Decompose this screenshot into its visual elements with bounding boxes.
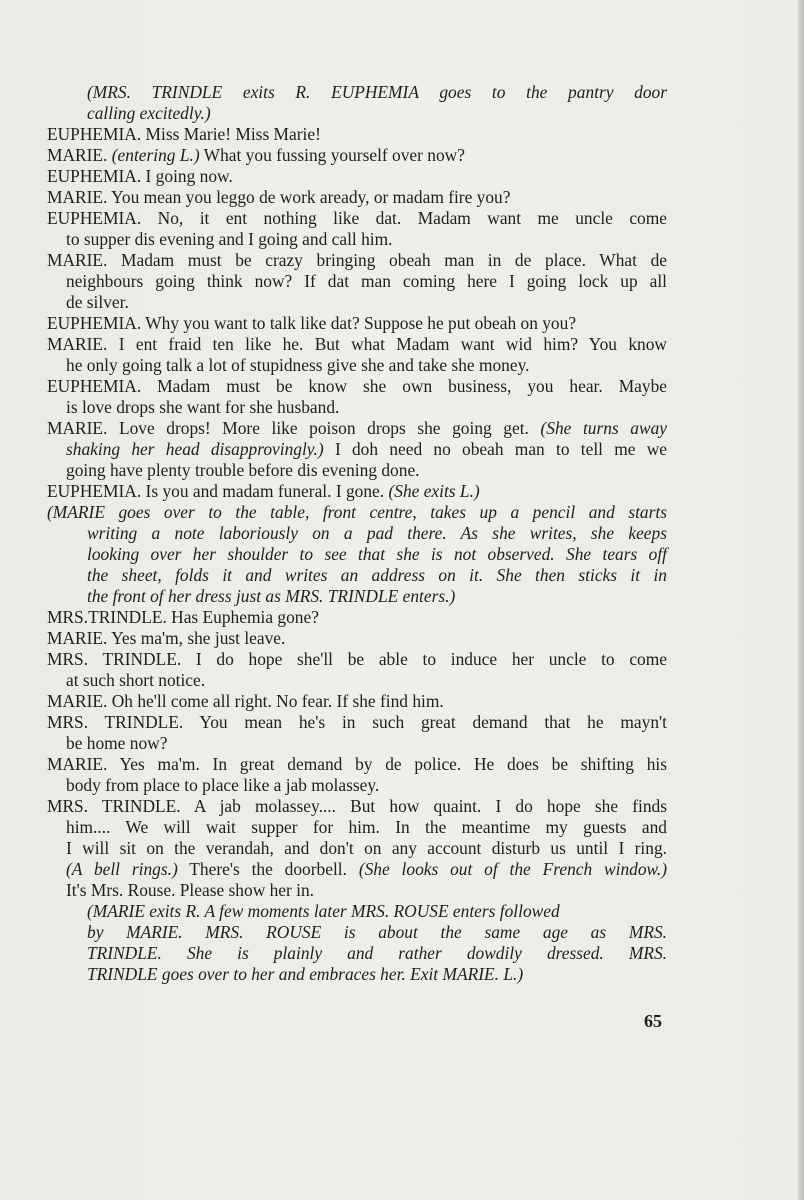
page-number: 65 [644,1011,662,1031]
dialogue-block [47,607,667,628]
text-line [47,166,667,187]
stage-direction: (A bell rings.) [66,859,178,879]
text-line [47,82,667,103]
stage-direction: (She exits L.) [388,481,480,501]
stage-direction: calling excitedly.) [87,103,211,123]
page-edge [798,0,804,1200]
text-line [47,439,667,460]
dialogue-block [47,691,667,712]
speech: to supper dis evening and I going and call him. [66,229,393,249]
speech: at such short notice. [66,670,206,690]
speech: MARIE. Oh he'll come all right. No fear. If she find him. [47,691,444,711]
text-line [47,544,667,565]
text-line [47,754,667,775]
dialogue-block [47,754,667,796]
dialogue-block [47,481,667,502]
text-line [47,250,667,271]
speech: EUPHEMIA. No, it ent nothing like dat. Madam want me uncle come [47,208,667,228]
text-line [47,775,667,796]
text-line [47,208,667,229]
text-line [47,817,667,838]
speech: going have plenty trouble before dis evening done. [66,460,420,480]
dialogue-block [47,334,667,376]
speech: MARIE. Madam must be crazy bringing obeah man in de place. What de [47,250,667,270]
speech: EUPHEMIA. I going now. [47,166,233,186]
text-line [47,796,667,817]
stage-direction: (She looks out of the French window.) [358,859,667,879]
text-line [47,187,667,208]
dialogue-block [47,502,667,607]
dialogue-block [47,712,667,754]
speech: There's the doorbell. [177,859,359,879]
stage-direction: by MARIE. MRS. ROUSE is about the same age as MRS. [87,922,667,942]
speech: neighbours going think now? If dat man coming here I going lock up all [66,271,667,291]
speech: is love drops she want for she husband. [66,397,340,417]
text-line [47,586,667,607]
stage-direction: TRINDLE. She is plainly and rather dowdily dressed. MRS. [87,943,667,963]
stage-direction: (MRS. TRINDLE exits R. EUPHEMIA goes to the pantry door [87,82,667,102]
dialogue-block [47,124,667,145]
text-line [47,628,667,649]
speech: EUPHEMIA. Miss Marie! Miss Marie! [47,124,321,144]
speech: he only going talk a lot of stupidness give she and take she money. [66,355,530,375]
text-line [47,607,667,628]
text-line [47,481,667,502]
stage-direction: looking over her shoulder to see that she is not observed. She tears off [87,544,667,564]
dialogue-block [47,796,667,901]
text-line [47,838,667,859]
text-line [47,292,667,313]
speech: MRS.TRINDLE. Has Euphemia gone? [47,607,319,627]
speech: MARIE. I ent fraid ten like he. But what Madam want wid him? You know [47,334,667,354]
text-line [47,943,667,964]
dialogue-block [47,628,667,649]
dialogue-block [47,166,667,187]
text-line [47,418,667,439]
text-line [47,922,667,943]
speech: It's Mrs. Rouse. Please show her in. [66,880,315,900]
text-line [47,397,667,418]
text-line [47,733,667,754]
text-line [47,124,667,145]
speech: body from place to place like a jab molassey. [66,775,380,795]
dialogue-block [47,649,667,691]
speech: What you fussing yourself over now? [199,145,465,165]
speech: I doh need no obeah man to tell me we [323,439,667,459]
stage-direction: writing a note laboriously on a pad there. As she writes, she keeps [87,523,667,543]
dialogue-block [47,82,667,124]
speech: MARIE. You mean you leggo de work aready, or madam fire you? [47,187,511,207]
dialogue-block [47,145,667,166]
text-line [47,964,667,985]
stage-direction: (MARIE exits R. A few moments later MRS. ROUSE enters followed [87,901,560,921]
text-line [47,103,667,124]
text-line [47,691,667,712]
dialogue-block [47,313,667,334]
dialogue-block [47,376,667,418]
text-line [47,145,667,166]
text-line [47,460,667,481]
speech: de silver. [66,292,129,312]
text-line [47,565,667,586]
text-line [47,334,667,355]
speech: EUPHEMIA. Why you want to talk like dat? Suppose he put obeah on you? [47,313,577,333]
text-line [47,376,667,397]
stage-direction: (MARIE goes over to the table, front centre, takes up a pencil and starts [47,502,667,522]
stage-direction: (entering L.) [111,145,200,165]
dialogue-block [47,418,667,481]
speech: him.... We will wait supper for him. In the meantime my guests and [66,817,667,837]
text-line [47,649,667,670]
text-line [47,880,667,901]
text-line [47,502,667,523]
stage-direction: TRINDLE goes over to her and embraces her. Exit MARIE. L.) [87,964,524,984]
speech: EUPHEMIA. Madam must be know she own business, you hear. Maybe [47,376,667,396]
text-line [47,523,667,544]
text-line [47,355,667,376]
dialogue-block [47,187,667,208]
text-line [47,712,667,733]
dialogue-block [47,901,667,985]
speech: MARIE. Love drops! More like poison drops she going get. [47,418,541,438]
text-line [47,229,667,250]
text-line [47,901,667,922]
dialogue-block [47,208,667,250]
text-line [47,271,667,292]
text-line [47,670,667,691]
speech: MARIE. Yes ma'm. In great demand by de police. He does be shifting his [47,754,667,774]
text-line [47,313,667,334]
speech: MRS. TRINDLE. I do hope she'll be able to induce her uncle to come [47,649,667,669]
speech: MRS. TRINDLE. A jab molassey.... But how quaint. I do hope she finds [47,796,667,816]
speech: EUPHEMIA. Is you and madam funeral. I gone. [47,481,389,501]
speech: MARIE. [47,145,112,165]
speech: I will sit on the verandah, and don't on any account disturb us until I ring. [66,838,667,858]
stage-direction: (She turns away [540,418,667,438]
speech: be home now? [66,733,168,753]
speech: MARIE. Yes ma'm, she just leave. [47,628,286,648]
text-line [47,859,667,880]
stage-direction: the front of her dress just as MRS. TRINDLE enters.) [87,586,456,606]
speech: MRS. TRINDLE. You mean he's in such great demand that he mayn't [47,712,667,732]
dialogue-block [47,250,667,313]
stage-direction: the sheet, folds it and writes an address on it. She then sticks it in [87,565,667,585]
stage-direction: shaking her head disapprovingly.) [66,439,324,459]
script-text [47,82,667,985]
